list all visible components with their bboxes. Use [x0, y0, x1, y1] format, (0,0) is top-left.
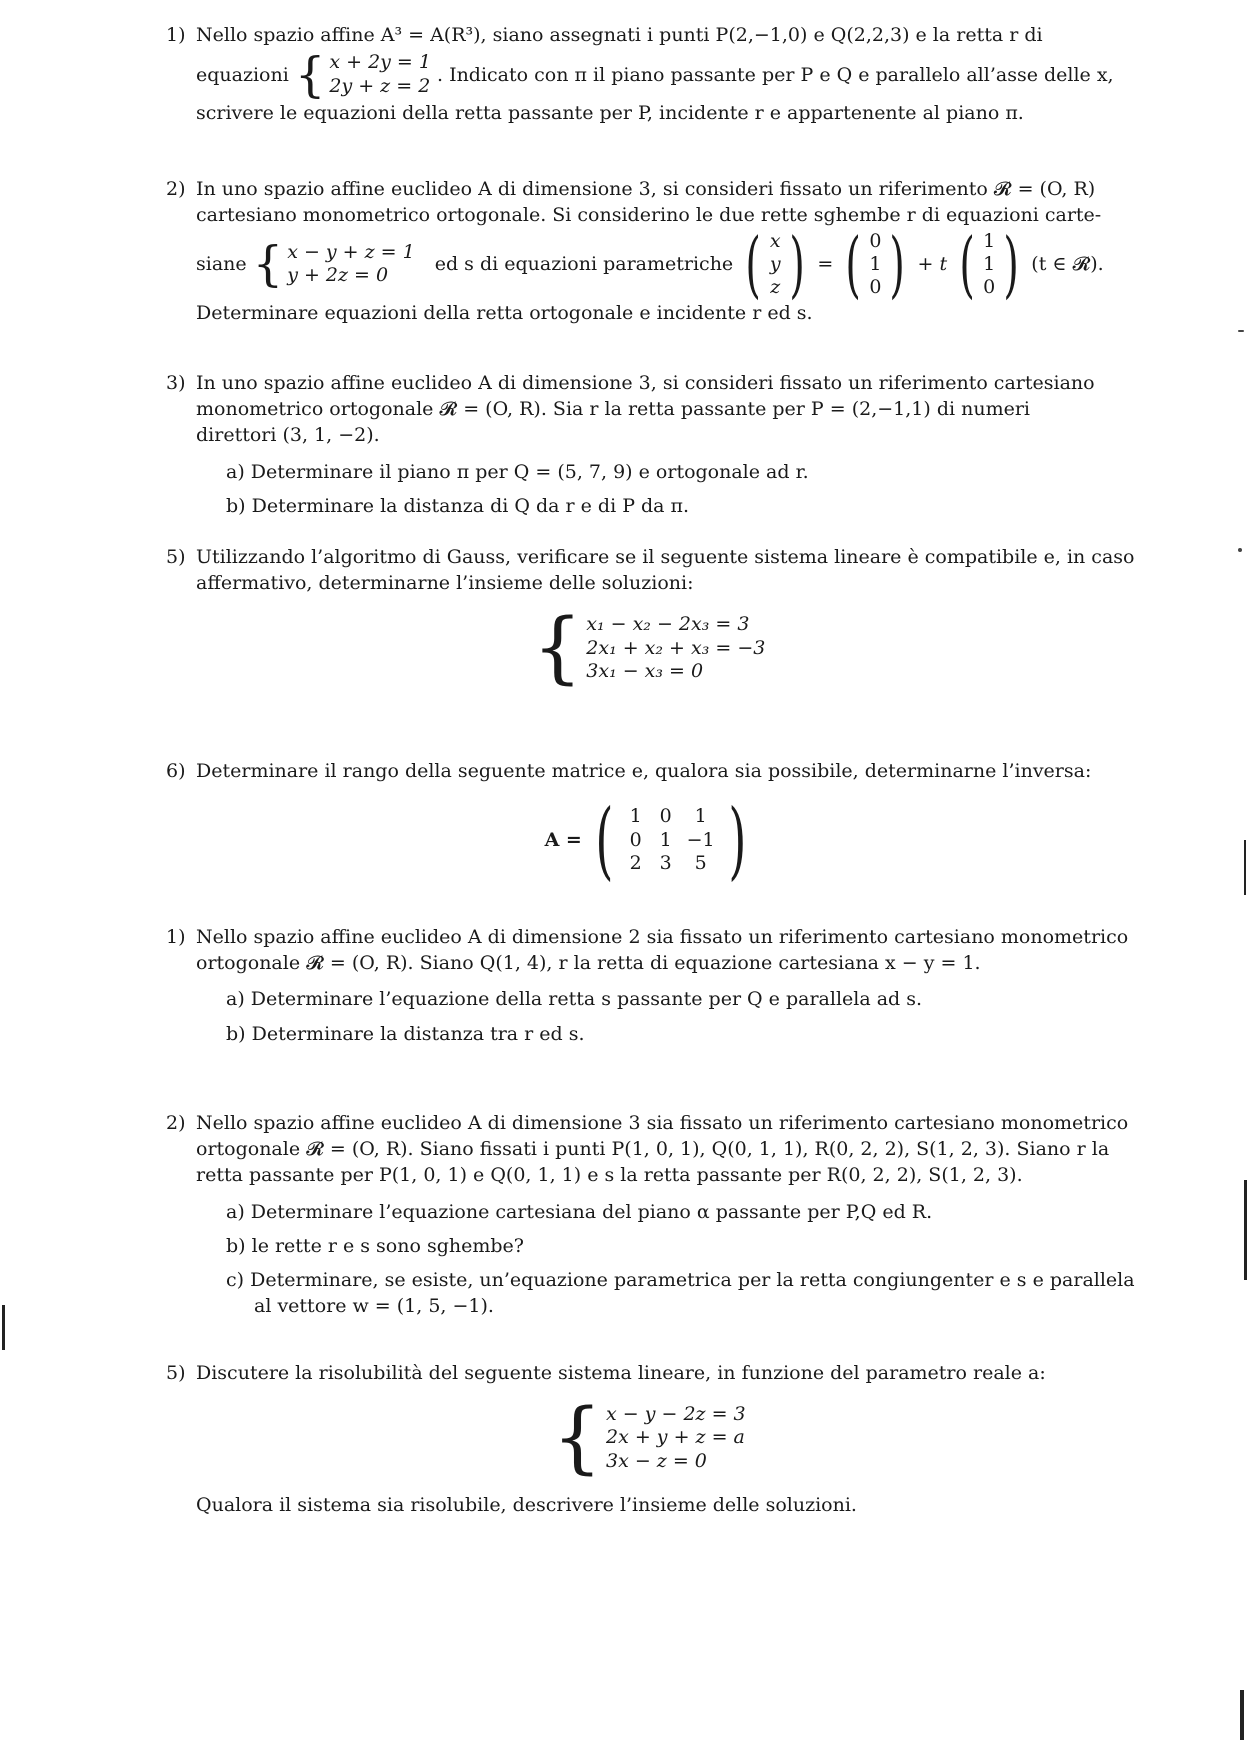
- exercise-3: [166, 370, 1102, 519]
- plus-t: + t: [917, 253, 948, 276]
- sub-question: b) Determinare la distanza tra r ed s.: [226, 1022, 585, 1045]
- vector-direction: ( 1 1 0 ): [959, 222, 1019, 307]
- exercise-6-matrix: [166, 758, 1102, 890]
- left-brace: {: [252, 236, 284, 293]
- exercise-number: 5): [166, 1362, 186, 1384]
- exercise-text: Determinare il rango della seguente matrice e, qualora sia possibile, determinarne l’inversa:: [196, 760, 1092, 782]
- scan-edge-mark: [1240, 1690, 1244, 1740]
- sub-question: a) Determinare l’equazione della retta s passante per Q e parallela ad s.: [226, 988, 923, 1011]
- matrix-entry: 0: [629, 828, 642, 851]
- equation: 2y + z = 2: [329, 75, 431, 98]
- matrix-entry: 3: [659, 851, 672, 874]
- equation-system: [552, 1393, 746, 1484]
- exercise-text: ed s di equazioni parametriche: [434, 253, 734, 276]
- equation: x − y + z = 1: [287, 240, 415, 263]
- exercise-number: 2): [166, 1112, 186, 1134]
- exercise-2: [166, 176, 1104, 327]
- sub-question: b) Determinare la distanza di Q da r e di P da π.: [226, 494, 690, 517]
- exercise-text: monometrico ortogonale 𝓡 = (O, R). Sia r la retta passante per P = (2,−1,1) di numeri: [196, 398, 1031, 421]
- exercise-text: In uno spazio affine euclideo A di dimensione 3, si consideri fissato un riferimento 𝓡 = (O, R): [196, 178, 1096, 200]
- vector-entry: z: [770, 276, 781, 299]
- exercise-text: Utilizzando l’algoritmo di Gauss, verificare se il seguente sistema lineare è compatibile e, in caso: [196, 546, 1135, 568]
- scan-speck: [1238, 548, 1242, 552]
- exercise-text: ortogonale 𝓡 = (O, R). Siano Q(1, 4), r la retta di equazione cartesiana x − y = 1.: [196, 952, 981, 975]
- vector-entry: 1: [983, 229, 996, 252]
- exercise-text: Qualora il sistema sia risolubile, descrivere l’insieme delle soluzioni.: [196, 1494, 857, 1517]
- exercise-number: 5): [166, 546, 186, 568]
- matrix-entry: 1: [659, 828, 672, 851]
- matrix-entry: 1: [629, 805, 642, 828]
- vector-entry: 1: [869, 252, 882, 275]
- matrix-A: A = ( 1 0 1 0 1 −1 2 3 5 ): [544, 791, 747, 890]
- exercise-number: 1): [166, 926, 186, 948]
- equals-sign: =: [817, 253, 834, 276]
- exercise-1b: [166, 924, 1129, 1047]
- exercise-number: 3): [166, 372, 186, 394]
- equation-system: [252, 236, 415, 293]
- exercise-text: cartesiano monometrico ortogonale. Si considerino le due rette sghembe r di equazioni carte-: [196, 204, 1102, 227]
- sub-question: a) Determinare il piano π per Q = (5, 7, 9) e ortogonale ad r.: [226, 460, 809, 483]
- exercise-text: affermativo, determinarne l’insieme delle soluzioni:: [196, 572, 694, 595]
- exercise-text: Nello spazio affine euclideo A di dimensione 2 sia fissato un riferimento cartesiano monometrico: [196, 926, 1129, 948]
- scan-edge-mark: [2, 1305, 5, 1350]
- sub-question: c) Determinare, se esiste, un’equazione parametrica per la retta congiungenter e s e parallela: [226, 1269, 1135, 1292]
- vector-entry: x: [769, 229, 781, 252]
- sub-question: a) Determinare l’equazione cartesiana del piano α passante per P,Q ed R.: [226, 1200, 933, 1223]
- equation: 3x − z = 0: [606, 1450, 707, 1473]
- exercise-text: . Indicato con π il piano passante per P e Q e parallelo all’asse delle x,: [436, 64, 1114, 87]
- equation: x₁ − x₂ − 2x₃ = 3: [586, 612, 750, 635]
- equation: x + 2y = 1: [329, 51, 431, 74]
- exercise-text: equazioni: [196, 64, 289, 87]
- matrix-entry: −1: [686, 828, 715, 851]
- matrix-label: A =: [544, 829, 582, 852]
- exercise-text: Nello spazio affine euclideo A di dimensione 3 sia fissato un riferimento cartesiano monometrico: [196, 1112, 1129, 1134]
- scan-edge-mark: [1244, 840, 1246, 895]
- equation-system: [532, 603, 766, 694]
- vector-entry: y: [769, 252, 781, 275]
- vector-xyz: ( x y z ): [745, 222, 806, 307]
- equation: 2x + y + z = a: [606, 1426, 745, 1449]
- vector-entry: 0: [869, 229, 882, 252]
- exercise-text: retta passante per P(1, 0, 1) e Q(0, 1, 1) e s la retta passante per R(0, 2, 2), S(1, 2, 3).: [196, 1164, 1023, 1187]
- parameter-domain: (t ∈ 𝓡).: [1031, 253, 1104, 276]
- exercise-5-gauss: [166, 544, 1135, 694]
- vector-entry: 1: [983, 252, 996, 275]
- left-brace: {: [552, 1393, 602, 1484]
- vector-point: ( 0 1 0 ): [845, 222, 906, 307]
- exercise-text: Determinare equazioni della retta ortogonale e incidente r ed s.: [196, 302, 813, 325]
- exercise-text: In uno spazio affine euclideo A di dimensione 3, si consideri fissato un riferimento cartesiano: [196, 372, 1095, 394]
- exercise-number: 6): [166, 760, 186, 782]
- sub-question-continuation: al vettore w = (1, 5, −1).: [254, 1295, 494, 1318]
- exercise-text: direttori (3, 1, −2).: [196, 424, 380, 447]
- matrix-entry: 2: [629, 851, 642, 874]
- exercise-5b: [166, 1360, 1102, 1518]
- left-brace: {: [294, 47, 326, 104]
- matrix-entry: 0: [659, 805, 672, 828]
- matrix-entry: 5: [694, 851, 707, 874]
- exercise-text: Discutere la risolubilità del seguente sistema lineare, in funzione del parametro reale a:: [196, 1362, 1046, 1384]
- scan-speck: [1238, 330, 1244, 332]
- scan-edge-mark: [1244, 1180, 1247, 1280]
- equation: y + 2z = 0: [287, 264, 389, 287]
- exercise-text: siane: [196, 253, 247, 276]
- equation: 2x₁ + x₂ + x₃ = −3: [586, 636, 766, 659]
- vector-entry: 0: [869, 276, 882, 299]
- sub-question: b) le rette r e s sono sghembe?: [226, 1234, 524, 1257]
- exercise-1: [166, 22, 1114, 126]
- equation-system: [294, 47, 431, 104]
- left-brace: {: [532, 603, 583, 694]
- matrix-entry: 1: [694, 805, 707, 828]
- exercise-text: scrivere le equazioni della retta passante per P, incidente r e appartenente al piano π.: [196, 102, 1024, 125]
- equation: 3x₁ − x₃ = 0: [586, 660, 704, 683]
- exercise-text: Nello spazio affine A³ = A(R³), siano assegnati i punti P(2,−1,0) e Q(2,2,3) e la retta r di: [196, 24, 1043, 46]
- vector-entry: 0: [983, 276, 996, 299]
- equation: x − y − 2z = 3: [606, 1402, 746, 1425]
- exercise-number: 2): [166, 178, 186, 200]
- exercise-text: ortogonale 𝓡 = (O, R). Siano fissati i punti P(1, 0, 1), Q(0, 1, 1), R(0, 2, 2), S(1, 2, 3). Siano r la: [196, 1138, 1110, 1161]
- exercise-number: 1): [166, 24, 186, 46]
- exercise-2b: [166, 1110, 1135, 1320]
